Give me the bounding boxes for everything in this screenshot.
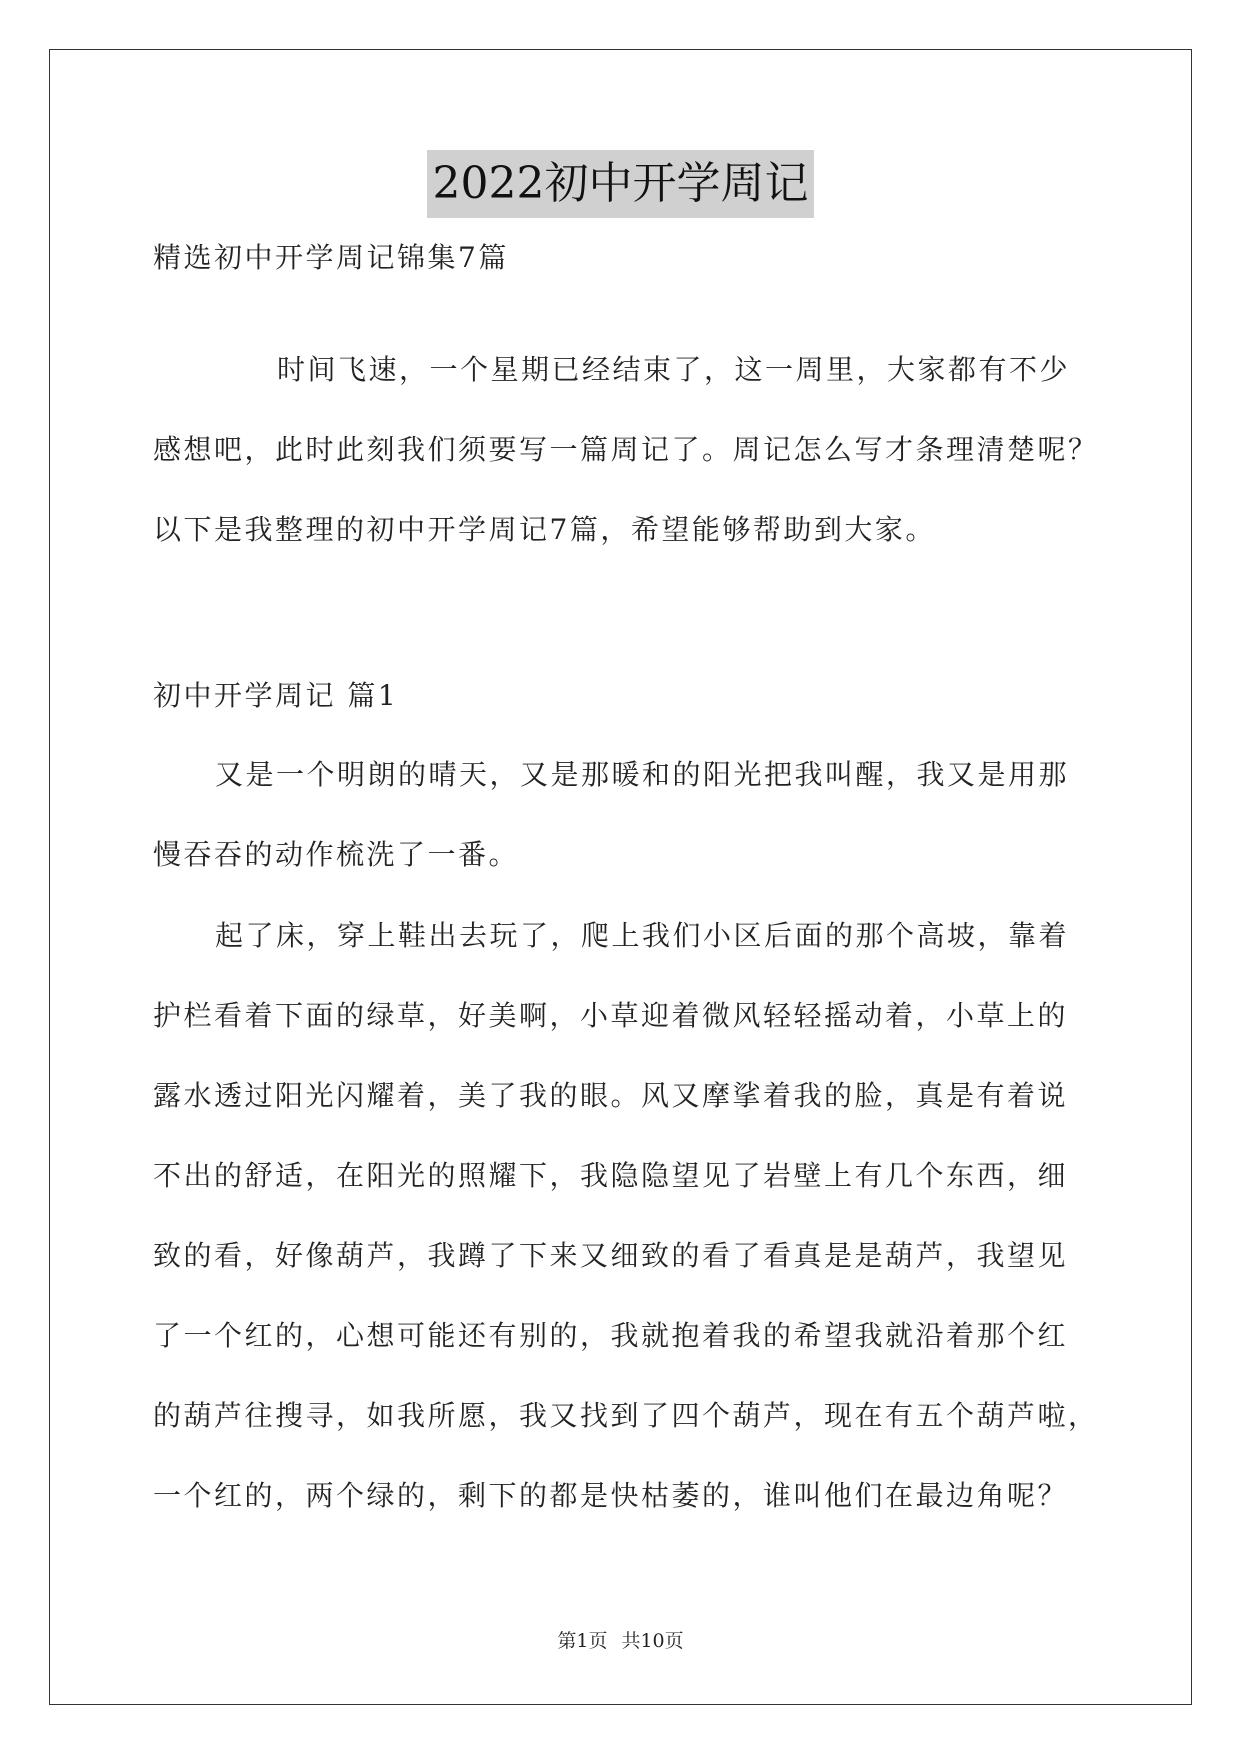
paragraph-line: 致的看，好像葫芦，我蹲了下来又细致的看了看真是是葫芦，我望见 (153, 1239, 1069, 1272)
paragraph-line: 了一个红的，心想可能还有别的，我就抱着我的希望我就沿着那个红 (153, 1319, 1069, 1352)
page-footer (0, 1628, 1241, 1654)
paragraph-line: 护栏看着下面的绿草，好美啊，小草迎着微风轻轻摇动着，小草上的 (153, 999, 1069, 1032)
intro-line: 以下是我整理的初中开学周记7篇，希望能够帮助到大家。 (153, 513, 936, 546)
page-number: 第1页 (557, 1630, 608, 1652)
document-title: 2022初中开学周记 (427, 150, 815, 218)
section-heading: 初中开学周记 篇1 (153, 679, 399, 712)
intro-line: 感想吧，此时此刻我们须要写一篇周记了。周记怎么写才条理清楚呢？ (153, 433, 1099, 466)
page-border (49, 49, 1192, 1705)
intro-line: 时间飞速，一个星期已经结束了，这一周里，大家都有不少 (277, 353, 1071, 386)
paragraph-line: 又是一个明朗的晴天，又是那暖和的阳光把我叫醒，我又是用那 (215, 758, 1070, 791)
paragraph-line: 露水透过阳光闪耀着，美了我的眼。风又摩挲着我的脸，真是有着说 (153, 1079, 1069, 1112)
paragraph-line: 的葫芦往搜寻，如我所愿，我又找到了四个葫芦，现在有五个葫芦啦， (153, 1399, 1099, 1432)
paragraph-line: 起了床，穿上鞋出去玩了，爬上我们小区后面的那个高坡，靠着 (215, 919, 1070, 952)
paragraph-line: 慢吞吞的动作梳洗了一番。 (153, 838, 520, 871)
document-subtitle: 精选初中开学周记锦集7篇 (153, 241, 509, 274)
paragraph-line: 不出的舒适，在阳光的照耀下，我隐隐望见了岩壁上有几个东西，细 (153, 1159, 1069, 1192)
title-container (0, 150, 1241, 218)
page-total: 共10页 (621, 1630, 684, 1652)
paragraph-line: 一个红的，两个绿的，剩下的都是快枯萎的，谁叫他们在最边角呢？ (153, 1479, 1069, 1512)
